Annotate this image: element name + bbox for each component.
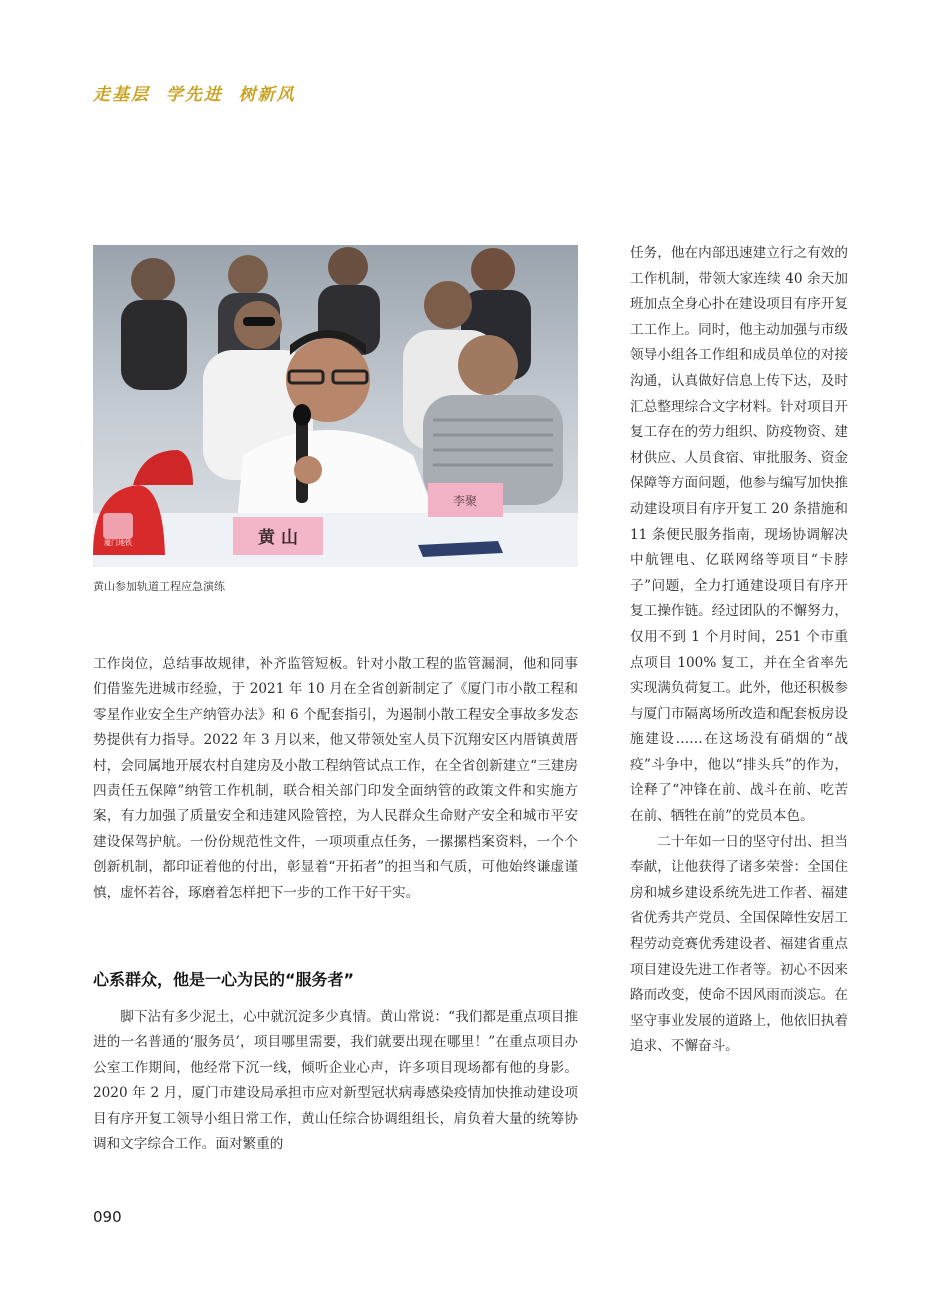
- helmet-brand: 厦门地铁: [104, 539, 132, 547]
- article-photo: [93, 245, 578, 567]
- section-heading: 心系群众，他是一心为民的“服务者”: [93, 970, 355, 989]
- page-number: 090: [93, 1208, 122, 1226]
- left-column-top: [93, 652, 578, 906]
- nameplate-secondary: 李聚: [452, 494, 478, 508]
- photo-illustration: [93, 245, 578, 567]
- paragraph: 工作岗位，总结事故规律，补齐监管短板。针对小散工程的监管漏洞，他和同事们借鉴先进城市经验，于 2021 年 10 月在全省创新制定了《厦门市小散工程和零星作业安全生产纳管办法》和 6 个配套指引，为遏制小散工程安全事故多发态势提供有力指导。2022 年 3 月以来，他又带领处室人员下沉翔安区内厝镇黄厝村，会同属地开展农村自建房及小散工程纳管试点工作，在全省创新建立“三建房四责任五保障”纳管工作机制，联合相关部门印发全面纳管的政策文件和实施方案，有力加强了质量安全和违建风险管控，为人民群众生命财产安全和城市平安建设保驾护航。一份份规范性文件，一项项重点任务，一摞摞档案资料，一个个创新机制，都印证着他的付出，彰显着“开拓者”的担当和气质，可他始终谦虚谨慎，虚怀若谷，琢磨着怎样把下一步的工作干好干实。: [93, 656, 578, 901]
- paragraph: 任务，他在内部迅速建立行之有效的工作机制，带领大家连续 40 余天加班加点全身心扑在建设项目有序开复工工作上。同时，他主动加强与市级领导小组各工作组和成员单位的对接沟通，认真做好信息上传下达，及时汇总整理综合文字材料。针对项目开复工存在的劳力组织、防疫物资、建材供应、人员食宿、审批服务、资金保障等方面问题，他参与编写加快推动建设项目有序开复工 20 条措施和 11 条便民服务指南，现场协调解决中航锂电、亿联网络等项目“卡脖子”问题，全力打通建设项目有序开复工操作链。经过团队的不懈努力，仅用不到 1 个月时间，251 个市重点项目 100% 复工，并在全省率先实现满负荷复工。此外，他还积极参与厦门市隔离场所改造和配套板房设施建设……在这场没有硝烟的“战疫”斗争中，他以“排头兵”的作为，诠释了“冲锋在前、战斗在前、吃苦在前、牺牲在前”的党员本色。: [630, 245, 848, 825]
- header-slogan: 走基层 学先进 树新风: [93, 85, 296, 105]
- left-column-bottom: [93, 1005, 578, 1157]
- nameplate-main: 黄 山: [258, 528, 298, 548]
- paragraph: 脚下沾有多少泥土，心中就沉淀多少真情。黄山常说：“我们都是重点项目推进的一名普通的‘服务员’，项目哪里需要，我们就要出现在哪里！”在重点项目办公室工作期间，他经常下沉一线，倾听企业心声，许多项目现场都有他的身影。2020 年 2 月，厦门市建设局承担市应对新型冠状病毒感染疫情加快推动建设项目有序开复工领导小组日常工作，黄山任综合协调组组长，肩负着大量的统筹协调和文字综合工作。面对繁重的: [93, 1009, 578, 1153]
- photo-caption: 黄山参加轨道工程应急演练: [93, 580, 225, 593]
- paragraph: 二十年如一日的坚守付出、担当奉献，让他获得了诸多荣誉：全国住房和城乡建设系统先进工作者、福建省优秀共产党员、全国保障性安居工程劳动竞赛优秀建设者、福建省重点项目建设先进工作者等。初心不因来路而改变，使命不因风雨而淡忘。在坚守事业发展的道路上，他依旧执着追求、不懈奋斗。: [630, 833, 848, 1055]
- right-column: [630, 241, 848, 1060]
